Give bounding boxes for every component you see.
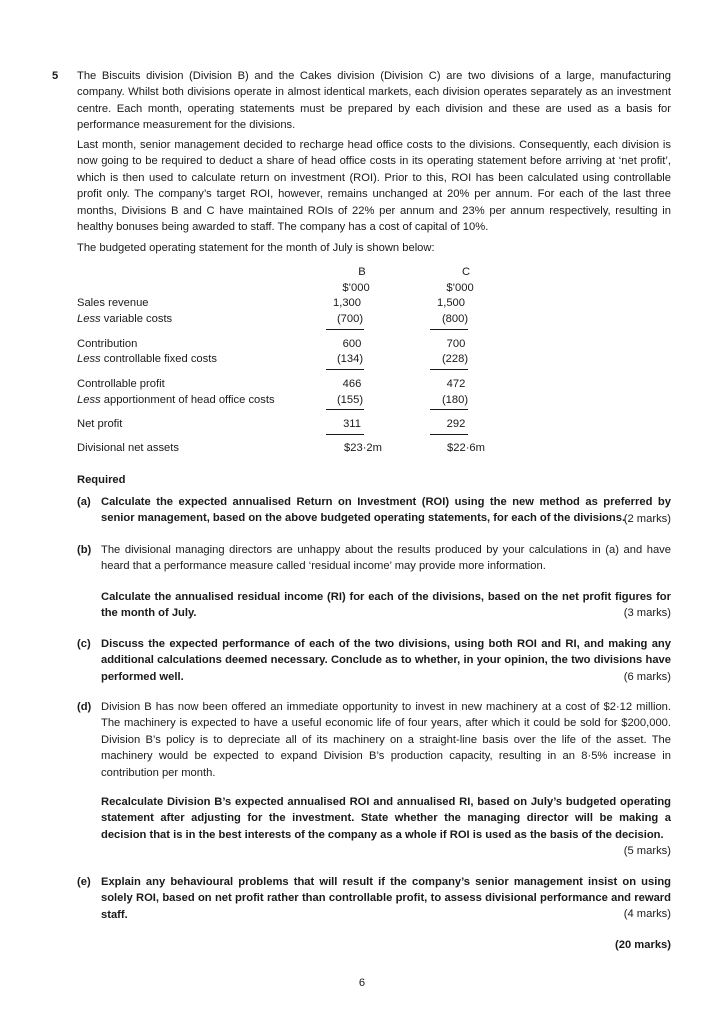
value-c-head-office-costs: (180)	[441, 394, 469, 406]
part-d-marks: (5 marks)	[623, 845, 671, 857]
subtotal-rule-b	[326, 409, 364, 410]
value-b-net-profit: 311	[343, 418, 361, 430]
row-label-contribution: Contribution	[77, 338, 138, 350]
part-a-marks: (2 marks)	[623, 513, 671, 525]
total-rule-c	[430, 434, 468, 435]
value-c-net-profit: 292	[446, 418, 466, 430]
question-number: 5	[52, 70, 59, 82]
part-a-label: (a)	[77, 496, 91, 508]
part-b-text: Calculate the annualised residual income (RI) for each of the divisions, based on the net profit figures for the month of July.	[101, 591, 671, 620]
part-e-marks: (4 marks)	[623, 908, 671, 920]
value-b-variable-costs: (700)	[336, 313, 364, 325]
part-e-text: Explain any behavioural problems that will result if the company’s senior management insist on using solely ROI, based on net profit rather than controllable profit, to assess divisional performance and reward staff.	[101, 876, 671, 921]
intro-paragraph-2: Last month, senior management decided to recharge head office costs to the divisions. Consequently, each division is now going to be required to deduct a share of head office costs in its operating statement before arriving at ‘net profit’, which is then used to calculate return on investment (ROI). Prior to this, ROI has been calculated using controllable profit only. The company’s target ROI, however, remains unchanged at 20% per annum. For each of the last three months, Divisions B and C have maintained ROIs of 22% per annum and 23% per annum respectively, resulting in healthy bonuses being awarded to staff. The company has a cost of capital of 10%.	[77, 139, 671, 234]
row-label-head-office-costs: Less apportionment of head office costs	[77, 394, 275, 406]
intro-paragraph-3: The budgeted operating statement for the month of July is shown below:	[77, 242, 435, 254]
value-b-divisional-net-assets: $23·2m	[344, 442, 382, 454]
part-b-marks: (3 marks)	[623, 607, 671, 619]
column-unit-b: $’000	[342, 282, 370, 294]
value-c-variable-costs: (800)	[441, 313, 469, 325]
subtotal-rule-c	[430, 409, 468, 410]
value-b-sales-revenue: 1,300	[333, 297, 361, 309]
subtotal-rule-b	[326, 369, 364, 370]
column-unit-c: $’000	[446, 282, 474, 294]
part-c-label: (c)	[77, 638, 91, 650]
row-label-net-profit: Net profit	[77, 418, 123, 430]
value-b-contribution: 600	[342, 338, 362, 350]
part-e-label: (e)	[77, 876, 91, 888]
value-c-divisional-net-assets: $22·6m	[447, 442, 485, 454]
part-b-intro: The divisional managing directors are unhappy about the results produced by your calculations in (a) and have heard that a performance measure called ‘residual income’ may provide more information.	[101, 544, 671, 573]
part-c-text: Discuss the expected performance of each of the two divisions, using both ROI and RI, and making any additional calculations deemed necessary. Conclude as to whether, in your opinion, the two divisions have performed well.	[101, 638, 671, 683]
value-c-sales-revenue: 1,500	[437, 297, 465, 309]
intro-paragraph-1: The Biscuits division (Division B) and the Cakes division (Division C) are two divisions of a large, manufacturing company. Whilst both divisions operate in almost identical markets, each division operates separately as an investment centre. Each month, operating statements must be prepared by each division and these are used as a basis for performance measurement for the divisions.	[77, 70, 671, 132]
part-d-label: (d)	[77, 701, 92, 713]
value-b-controllable-fixed-costs: (134)	[336, 353, 364, 365]
value-c-contribution: 700	[446, 338, 466, 350]
column-header-c: C	[461, 266, 471, 278]
value-c-controllable-profit: 472	[446, 378, 466, 390]
part-a-text: Calculate the expected annualised Return on Investment (ROI) using the new method as preferred by senior management, based on the above budgeted operating statements, for each of the divisions.	[101, 496, 671, 525]
part-c-marks: (6 marks)	[623, 671, 671, 683]
row-label-controllable-profit: Controllable profit	[77, 378, 165, 390]
subtotal-rule-c	[430, 369, 468, 370]
value-c-controllable-fixed-costs: (228)	[441, 353, 469, 365]
total-rule-b	[326, 434, 364, 435]
total-marks: (20 marks)	[615, 939, 671, 951]
part-d-intro: Division B has now been offered an immediate opportunity to invest in new machinery at a cost of $2·12 million. The machinery is expected to have a useful economic life of four years, after which it could be sold for $200,000. Division B’s policy is to depreciate all of its machinery on a straight-line basis over the life of the asset. The machinery would be expected to expand Division B’s production capacity, resulting in an 8·5% increase in contribution per month.	[101, 701, 671, 779]
value-b-controllable-profit: 466	[342, 378, 362, 390]
row-label-variable-costs: Less variable costs	[77, 313, 173, 325]
part-b-label: (b)	[77, 544, 92, 556]
page-number: 6	[358, 977, 366, 989]
row-label-divisional-net-assets: Divisional net assets	[77, 442, 179, 454]
required-heading: Required	[77, 474, 126, 486]
column-header-b: B	[358, 266, 366, 278]
subtotal-rule-b	[326, 329, 364, 330]
part-d-text: Recalculate Division B’s expected annualised ROI and annualised RI, based on July’s budgeted operating statement after adjusting for the investment. State whether the managing director will be making a decision that is in the best interests of the company as a whole if ROI is used as the basis of the decision.	[101, 796, 671, 841]
value-b-head-office-costs: (155)	[336, 394, 364, 406]
subtotal-rule-c	[430, 329, 468, 330]
row-label-controllable-fixed-costs: Less controllable fixed costs	[77, 353, 217, 365]
row-label-sales-revenue: Sales revenue	[77, 297, 149, 309]
